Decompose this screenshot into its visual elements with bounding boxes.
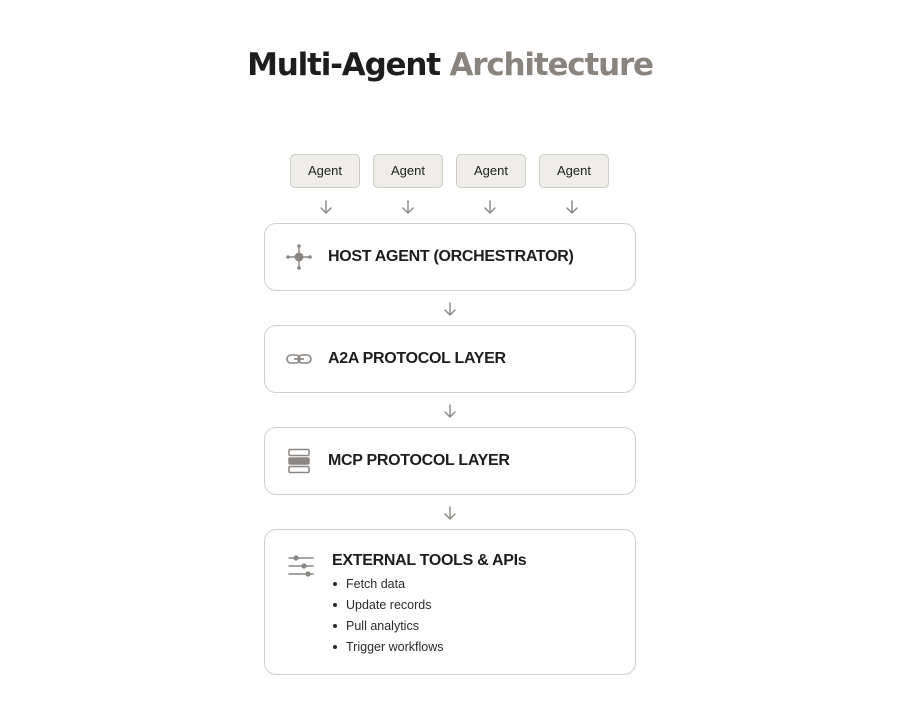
bullet-icon — [333, 624, 337, 628]
tool-item-text: Fetch data — [346, 577, 406, 591]
external-tools-box — [264, 529, 636, 675]
mcp-layer-label: MCP PROTOCOL LAYER — [328, 452, 510, 469]
tool-list — [332, 574, 443, 658]
down-arrow-icon — [443, 403, 457, 419]
hub-icon — [285, 243, 313, 271]
title-part-1: Multi-Agent — [247, 47, 440, 83]
a2a-layer-box — [264, 325, 636, 393]
link-icon — [285, 345, 313, 373]
host-agent-label: HOST AGENT (ORCHESTRATOR) — [328, 248, 574, 265]
host-agent-box — [264, 223, 636, 291]
down-arrow-icon — [443, 505, 457, 521]
agent-node-1: Agent — [290, 154, 360, 188]
mcp-layer-box — [264, 427, 636, 495]
a2a-layer-label: A2A PROTOCOL LAYER — [328, 350, 506, 367]
list-item — [332, 595, 443, 616]
agent-node-3: Agent — [456, 154, 526, 188]
agent-node-4: Agent — [539, 154, 609, 188]
agent-node-2: Agent — [373, 154, 443, 188]
tool-item-text: Update records — [346, 598, 432, 612]
down-arrow-icon — [443, 301, 457, 317]
tool-item-text: Pull analytics — [346, 619, 419, 633]
agent-row — [290, 154, 610, 188]
list-item — [332, 637, 443, 658]
bullet-icon — [333, 582, 337, 586]
list-item — [332, 616, 443, 637]
stack-icon — [285, 447, 313, 475]
tool-item-text: Trigger workflows — [346, 640, 444, 654]
down-arrow-icon — [483, 199, 497, 215]
diagram-title — [0, 44, 900, 86]
bullet-icon — [333, 603, 337, 607]
bullet-icon — [333, 645, 337, 649]
down-arrow-icon — [319, 199, 333, 215]
list-item — [332, 574, 443, 595]
down-arrow-icon — [565, 199, 579, 215]
down-arrow-icon — [401, 199, 415, 215]
external-tools-label: EXTERNAL TOOLS & APIs — [332, 552, 527, 569]
title-part-2: Architecture — [449, 47, 653, 83]
sliders-icon — [287, 554, 315, 582]
